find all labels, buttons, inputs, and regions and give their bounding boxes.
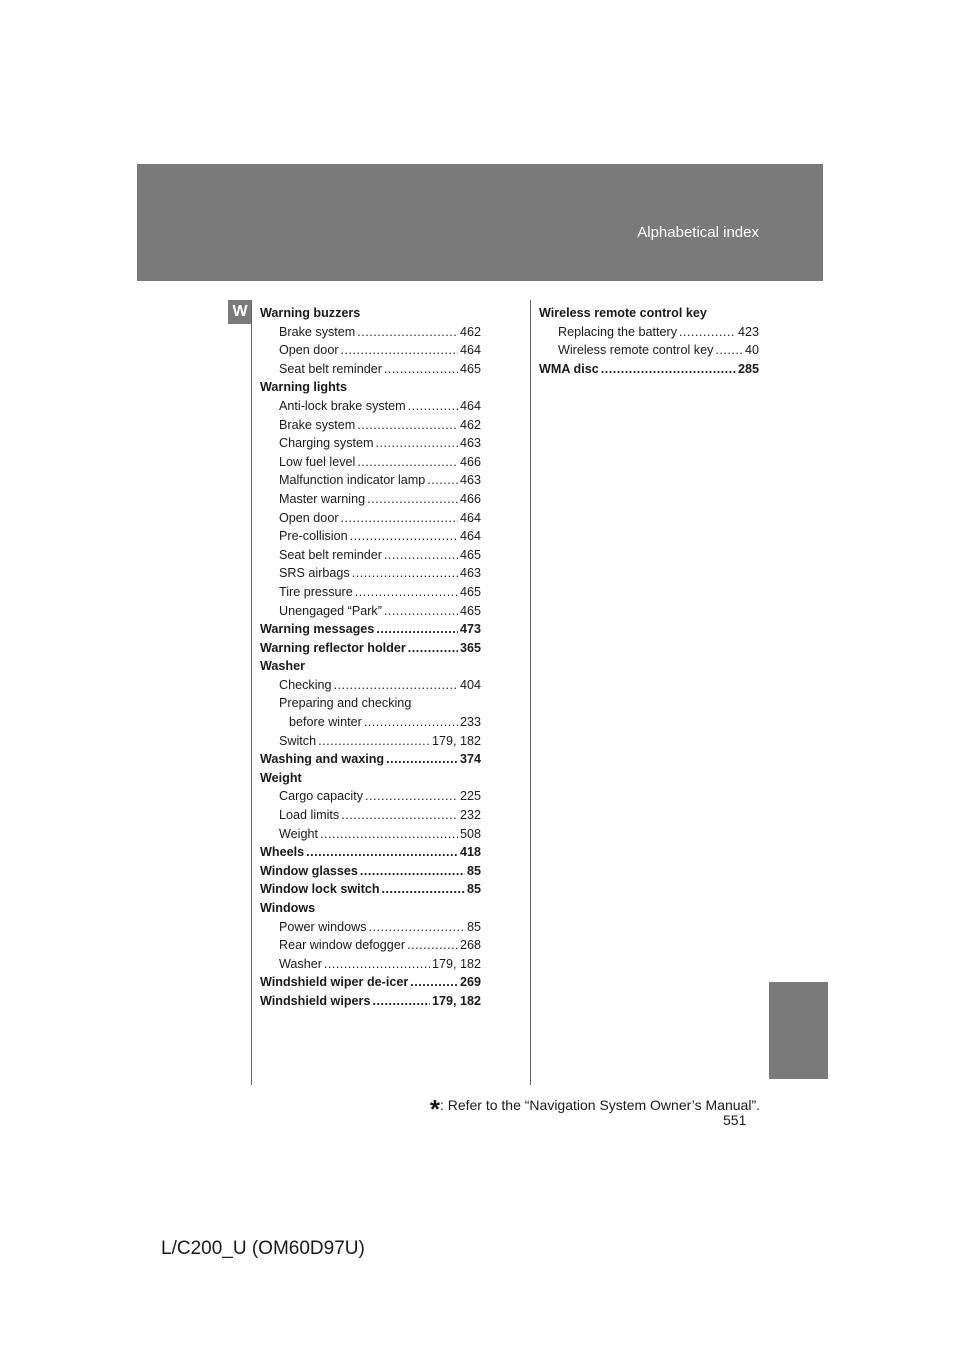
dot-leader — [365, 787, 458, 806]
index-subentry — [260, 527, 481, 546]
index-entry — [260, 639, 481, 658]
entry-page-ref: 463 — [459, 473, 481, 488]
column-divider-left — [251, 300, 252, 1085]
entry-page-ref: 473 — [459, 622, 481, 637]
dot-leader — [376, 434, 458, 453]
entry-label: Pre-collision — [279, 529, 348, 544]
entry-label: Warning messages — [260, 622, 375, 637]
entry-page-ref: 508 — [459, 826, 481, 841]
entry-page-ref: 418 — [459, 845, 481, 860]
entry-page-ref: 464 — [459, 398, 481, 413]
index-heading: Warning lights — [260, 380, 347, 395]
entry-label: Tire pressure — [279, 584, 353, 599]
dot-leader — [352, 564, 458, 583]
dot-leader — [367, 490, 458, 509]
dot-leader — [384, 546, 458, 565]
entry-page-ref: 374 — [459, 752, 481, 767]
entry-page-ref: 232 — [459, 808, 481, 823]
dot-leader — [372, 992, 430, 1011]
entry-label: Windshield wiper de-icer — [260, 975, 409, 990]
header-band — [137, 164, 823, 281]
entry-label: Warning reflector holder — [260, 640, 406, 655]
page-number: 551 — [723, 1112, 747, 1128]
entry-page-ref: 365 — [459, 640, 481, 655]
entry-label: WMA disc — [539, 361, 599, 376]
entry-label: Charging system — [279, 436, 374, 451]
dot-leader — [384, 360, 458, 379]
index-subentry — [260, 453, 481, 472]
footnote — [430, 1094, 760, 1125]
entry-label: Malfunction indicator lamp — [279, 473, 426, 488]
entry-label: SRS airbags — [279, 566, 350, 581]
index-entry — [260, 992, 481, 1011]
dot-leader — [408, 639, 458, 658]
entry-label: Rear window defogger — [279, 938, 406, 953]
entry-page-ref: 179, 182 — [431, 956, 481, 971]
dot-leader — [601, 360, 736, 379]
entry-page-ref: 462 — [459, 417, 481, 432]
dot-leader — [334, 676, 458, 695]
entry-page-ref: 464 — [459, 510, 481, 525]
index-subentry — [260, 713, 481, 732]
index-entry — [260, 620, 481, 639]
entry-label: Open door — [279, 510, 339, 525]
entry-page-ref: 85 — [466, 919, 481, 934]
entry-page-ref: 85 — [466, 882, 481, 897]
index-entry — [260, 862, 481, 881]
document-code: L/C200_U (OM60D97U) — [161, 1238, 365, 1259]
dot-leader — [341, 509, 458, 528]
entry-label: Low fuel level — [279, 454, 356, 469]
index-subentry — [260, 509, 481, 528]
dot-leader — [355, 583, 458, 602]
dot-leader — [382, 880, 465, 899]
entry-label: Switch — [279, 733, 317, 748]
dot-leader — [364, 713, 458, 732]
entry-label: Wireless remote control key — [558, 343, 714, 358]
index-subentry — [260, 732, 481, 751]
index-side-tab — [769, 982, 828, 1079]
entry-label: Washer — [279, 956, 322, 971]
dot-leader — [360, 862, 465, 881]
index-subentry — [260, 955, 481, 974]
index-subentry — [260, 434, 481, 453]
dot-leader — [341, 806, 458, 825]
dot-leader — [427, 471, 458, 490]
index-subentry — [260, 546, 481, 565]
dot-leader — [357, 416, 458, 435]
entry-label: Seat belt reminder — [279, 547, 382, 562]
index-subentry — [260, 490, 481, 509]
entry-page-ref: 463 — [459, 566, 481, 581]
dot-leader — [341, 341, 458, 360]
entry-label: Checking — [279, 677, 332, 692]
entry-page-ref: 466 — [459, 491, 481, 506]
entry-page-ref: 466 — [459, 454, 481, 469]
index-entry — [260, 843, 481, 862]
entry-page-ref: 463 — [459, 436, 481, 451]
entry-page-ref: 423 — [737, 324, 759, 339]
entry-page-ref: 285 — [737, 361, 759, 376]
entry-label: Open door — [279, 343, 339, 358]
entry-label: Seat belt reminder — [279, 361, 382, 376]
index-subentry — [260, 564, 481, 583]
index-heading: Washer — [260, 659, 306, 674]
entry-page-ref: 462 — [459, 324, 481, 339]
index-subentry — [260, 936, 481, 955]
entry-page-ref: 225 — [459, 789, 481, 804]
index-subentry — [260, 397, 481, 416]
dot-leader — [410, 973, 458, 992]
entry-label: Windshield wipers — [260, 993, 371, 1008]
index-subentry — [260, 360, 481, 379]
column-divider-middle — [530, 300, 531, 1085]
entry-page-ref: 179, 182 — [431, 993, 481, 1008]
dot-leader — [407, 936, 458, 955]
index-entry — [260, 973, 481, 992]
index-subentry — [260, 471, 481, 490]
entry-label: Power windows — [279, 919, 367, 934]
entry-label: Cargo capacity — [279, 789, 363, 804]
entry-label: Weight — [279, 826, 318, 841]
dot-leader — [320, 825, 458, 844]
entry-page-ref: 268 — [459, 938, 481, 953]
entry-label: Brake system — [279, 324, 356, 339]
index-subentry — [260, 918, 481, 937]
index-subentry — [260, 825, 481, 844]
entry-page-ref: 465 — [459, 361, 481, 376]
index-subentry — [260, 676, 481, 695]
entry-page-ref: 269 — [459, 975, 481, 990]
entry-page-ref: 85 — [466, 863, 481, 878]
index-entry — [260, 880, 481, 899]
index-subentry — [260, 416, 481, 435]
index-subentry — [539, 323, 759, 342]
section-letter-tab: W — [228, 300, 252, 324]
index-heading: Windows — [260, 901, 316, 915]
dot-leader — [384, 602, 458, 621]
entry-label: Load limits — [279, 808, 340, 823]
dot-leader — [376, 620, 458, 639]
entry-page-ref: 464 — [459, 529, 481, 544]
entry-page-ref: 465 — [459, 547, 481, 562]
index-subentry — [260, 602, 481, 621]
entry-page-ref: 464 — [459, 343, 481, 358]
entry-label: Anti-lock brake system — [279, 398, 406, 413]
entry-page-ref: 465 — [459, 584, 481, 599]
entry-page-ref: 404 — [459, 677, 481, 692]
index-subentry — [260, 323, 481, 342]
entry-label: Master warning — [279, 491, 366, 506]
entry-page-ref: 40 — [744, 343, 759, 358]
section-title: Alphabetical index — [637, 224, 759, 241]
entry-label: Window lock switch — [260, 882, 380, 897]
index-column-right — [539, 304, 759, 378]
entry-label: before winter — [289, 715, 362, 730]
index-column-left — [260, 304, 481, 1011]
dot-leader — [408, 397, 458, 416]
index-subentry-label: Preparing and checking — [279, 696, 412, 711]
entry-label: Washing and waxing — [260, 752, 385, 767]
dot-leader — [318, 732, 430, 751]
index-heading: Weight — [260, 770, 302, 785]
index-subentry — [260, 341, 481, 360]
dot-leader — [369, 918, 465, 937]
index-heading: Wireless remote control key — [539, 306, 707, 320]
dot-leader — [324, 955, 430, 974]
entry-label: Brake system — [279, 417, 356, 432]
entry-page-ref: 233 — [459, 715, 481, 730]
entry-page-ref: 465 — [459, 603, 481, 618]
dot-leader — [350, 527, 458, 546]
dot-leader — [679, 323, 736, 342]
index-subentry — [260, 583, 481, 602]
entry-label: Unengaged “Park” — [279, 603, 382, 618]
index-subentry — [260, 787, 481, 806]
index-entry — [260, 750, 481, 769]
dot-leader — [715, 341, 743, 360]
index-subentry — [260, 806, 481, 825]
dot-leader — [357, 323, 458, 342]
entry-label: Replacing the battery — [558, 324, 678, 339]
footnote-text: : Refer to the “Navigation System Owner’s Manual”. — [439, 1097, 760, 1113]
dot-leader — [306, 843, 458, 862]
index-subentry — [539, 341, 759, 360]
entry-page-ref: 179, 182 — [431, 733, 481, 748]
index-entry — [539, 360, 759, 379]
dot-leader — [357, 453, 458, 472]
entry-label: Wheels — [260, 845, 305, 860]
index-heading: Warning buzzers — [260, 306, 361, 320]
footnote-star: * — [429, 1094, 440, 1124]
dot-leader — [386, 750, 458, 769]
entry-label: Window glasses — [260, 863, 358, 878]
